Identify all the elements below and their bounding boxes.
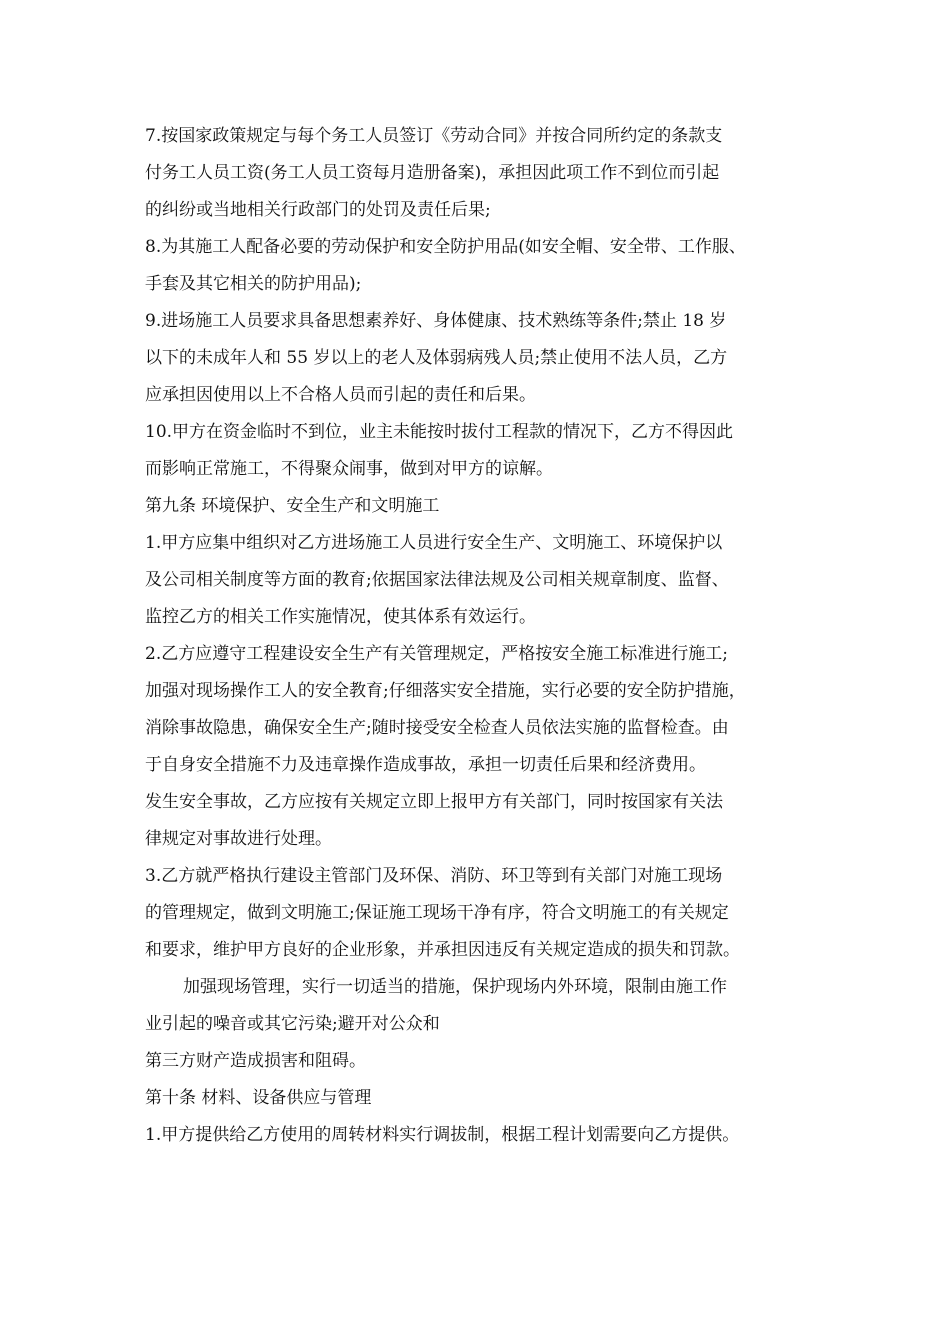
text-line: 付务工人员工资(务工人员工资每月造册备案)，承担因此项工作不到位而引起 <box>145 163 720 183</box>
text-line: 而影响正常施工，不得聚众闹事，做到对甲方的谅解。 <box>145 459 553 479</box>
text-line: 手套及其它相关的防护用品); <box>145 274 362 294</box>
text-line: 第三方财产造成损害和阻碍。 <box>145 1051 366 1071</box>
text-line: 律规定对事故进行处理。 <box>145 829 332 849</box>
text-line: 9.进场施工人员要求具备思想素养好、身体健康、技术熟练等条件;禁止 18 岁 <box>145 311 727 331</box>
text-line: 3.乙方就严格执行建设主管部门及环保、消防、环卫等到有关部门对施工现场 <box>145 866 723 886</box>
text-line: 8.为其施工人配备必要的劳动保护和安全防护用品(如安全帽、安全带、工作服、 <box>145 237 746 257</box>
text-line: 及公司相关制度等方面的教育;依据国家法律法规及公司相关规章制度、监督、 <box>145 570 729 590</box>
text-line: 业引起的噪音或其它污染;避开对公众和 <box>145 1014 440 1034</box>
text-line: 监控乙方的相关工作实施情况，使其体系有效运行。 <box>145 607 536 627</box>
text-line: 10.甲方在资金临时不到位，业主未能按时拔付工程款的情况下，乙方不得因此 <box>145 422 734 442</box>
section-heading: 第十条 材料、设备供应与管理 <box>145 1088 372 1108</box>
text-line: 的纠纷或当地相关行政部门的处罚及责任后果; <box>145 200 491 220</box>
text-line: 消除事故隐患，确保安全生产;随时接受安全检查人员依法实施的监督检查。由 <box>145 718 729 738</box>
text-line: 以下的未成年人和 55 岁以上的老人及体弱病残人员;禁止使用不法人员，乙方 <box>145 348 728 368</box>
text-line: 2.乙方应遵守工程建设安全生产有关管理规定，严格按安全施工标准进行施工; <box>145 644 728 664</box>
text-line: 1.甲方应集中组织对乙方进场施工人员进行安全生产、文明施工、环境保护以 <box>145 533 723 553</box>
text-line: 7.按国家政策规定与每个务工人员签订《劳动合同》并按合同所约定的条款支 <box>145 126 723 146</box>
text-line: 的管理规定，做到文明施工;保证施工现场干净有序，符合文明施工的有关规定 <box>145 903 729 923</box>
section-heading: 第九条 环境保护、安全生产和文明施工 <box>145 496 440 516</box>
text-line: 发生安全事故，乙方应按有关规定立即上报甲方有关部门，同时按国家有关法 <box>145 792 723 812</box>
document-body <box>145 118 835 1154</box>
text-line: 应承担因使用以上不合格人员而引起的责任和后果。 <box>145 385 536 405</box>
indented-text-line: 加强现场管理，实行一切适当的措施，保护现场内外环境，限制由施工作 <box>183 977 727 997</box>
text-line: 和要求，维护甲方良好的企业形象，并承担因违反有关规定造成的损失和罚款。 <box>145 940 740 960</box>
text-line: 于自身安全措施不力及违章操作造成事故，承担一切责任后果和经济费用。 <box>145 755 706 775</box>
text-line: 1.甲方提供给乙方使用的周转材料实行调拔制，根据工程计划需要向乙方提供。 <box>145 1125 740 1145</box>
text-line: 加强对现场操作工人的安全教育;仔细落实安全措施，实行必要的安全防护措施， <box>145 681 746 701</box>
